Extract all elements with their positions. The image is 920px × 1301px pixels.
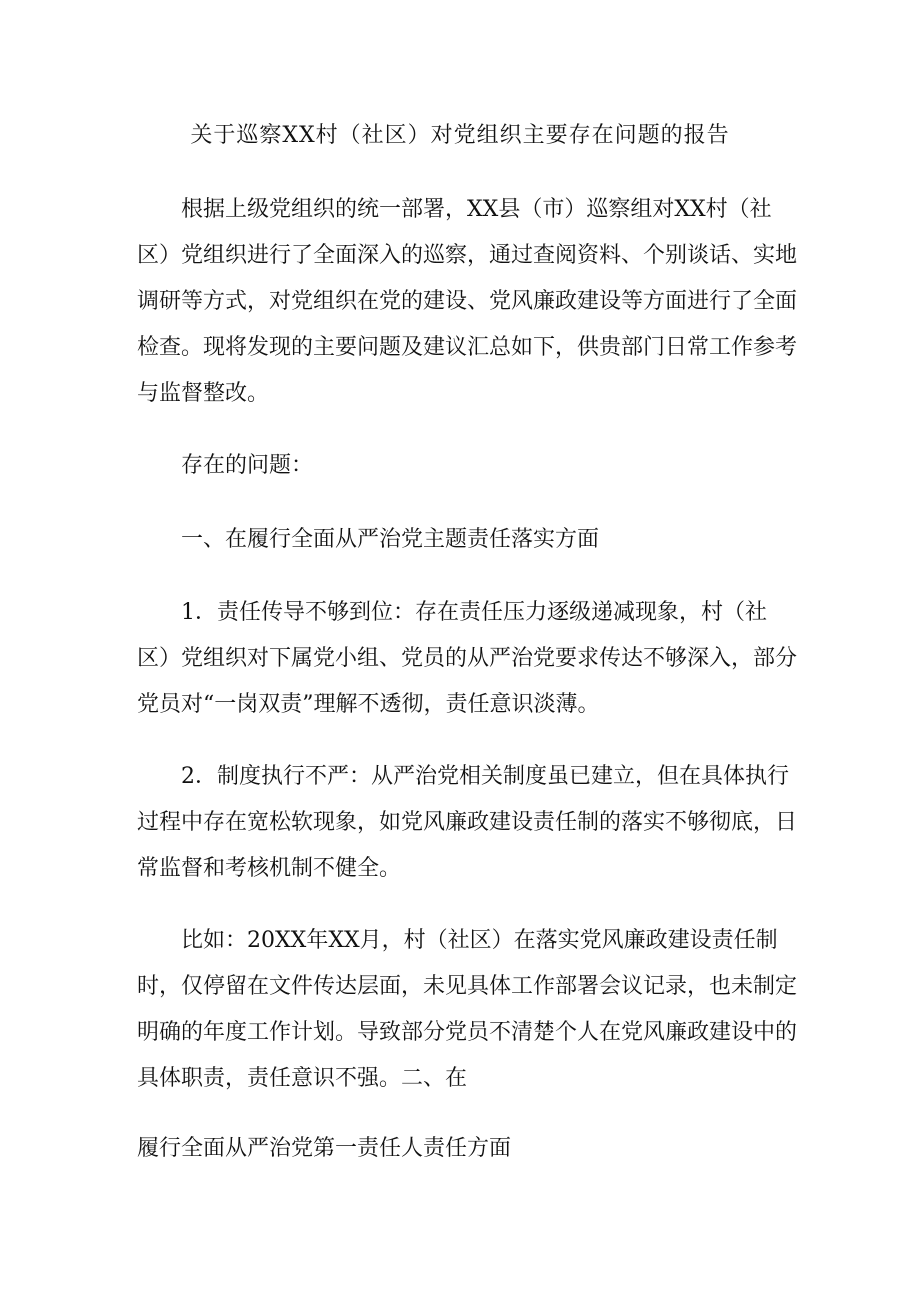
- document-title: 关于巡察XX村（社区）对党组织主要存在问题的报告: [190, 123, 730, 148]
- problem-item-2: 2．制度执行不严：从严治党相关制度虽已建立，但在具体执行过程中存在宽松软现象，如党风廉政建设责任制的落实不够彻底，日常监督和考核机制不健全。: [137, 764, 798, 881]
- problems-heading: 存在的问题：: [181, 453, 314, 478]
- section-heading: 一、在履行全面从严治党主题责任落实方面: [181, 527, 600, 552]
- intro-paragraph: 根据上级党组织的统一部署，XX县（市）巡察组对XX村（社区）党组织进行了全面深入的巡察，通过查阅资料、个别谈话、实地调研等方式，对党组织在党的建设、党风廉政建设等方面进行了全面检查。现将发现的主要问题及建议汇总如下，供贵部门日常工作参考与监督整改。: [137, 197, 798, 406]
- example-paragraph: 比如：20XX年XX月，村（社区）在落实党风廉政建设责任制时，仅停留在文件传达层面，未见具体工作部署会议记录，也未制定明确的年度工作计划。导致部分党员不清楚个人在党风廉政建设中的具体职责，责任意识不强。二、在: [137, 928, 798, 1091]
- problem-item-1: 1．责任传导不够到位：存在责任压力逐级递减现象，村（社区）党组织对下属党小组、党员的从严治党要求传达不够深入，部分党员对“一岗双责”理解不透彻，责任意识淡薄。: [137, 600, 798, 717]
- continuation-line: 履行全面从严治党第一责任人责任方面: [137, 1136, 512, 1161]
